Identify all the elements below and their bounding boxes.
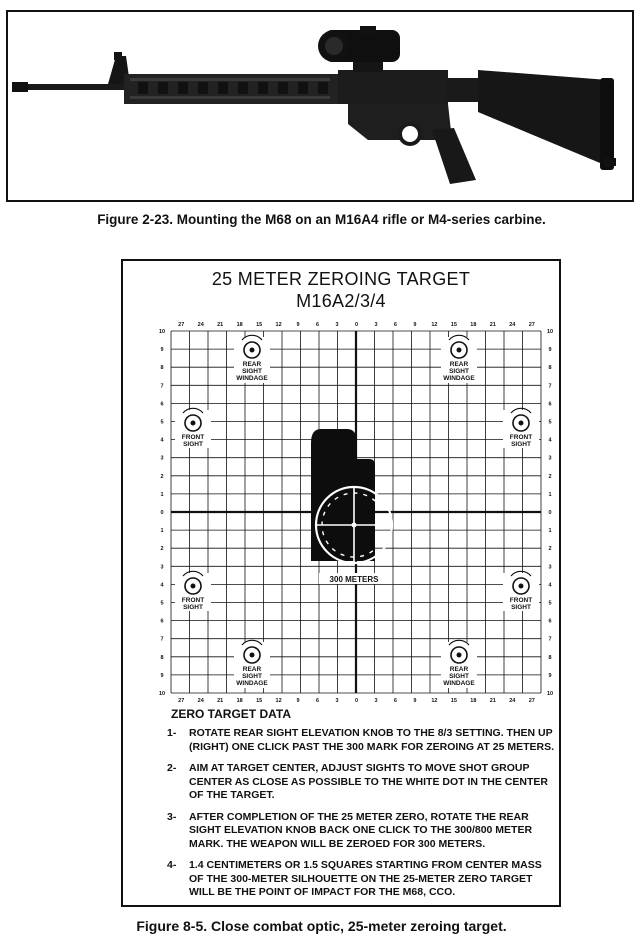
right-scale-label: 4: [548, 582, 552, 589]
right-scale-label: 3: [548, 564, 552, 571]
rear-sight-windage-label: SIGHT: [449, 673, 469, 680]
left-scale-label: 6: [160, 401, 164, 408]
bottom-scale-label: 27: [178, 698, 185, 704]
right-scale-label: 7: [548, 383, 552, 390]
bottom-scale-label: 15: [256, 698, 263, 704]
bottom-scale-label: 15: [450, 698, 457, 704]
front-sight-label: FRONT: [181, 434, 205, 441]
top-scale-label: 18: [236, 322, 243, 328]
left-scale-label: 9: [160, 347, 164, 354]
rear-sight-windage-label: REAR: [242, 361, 262, 368]
top-scale-label: 15: [256, 322, 263, 328]
top-scale-label: 27: [178, 322, 185, 328]
left-scale-label: 10: [158, 329, 166, 335]
left-scale-label: 3: [160, 455, 164, 462]
front-sight-label: FRONT: [181, 597, 205, 604]
bottom-scale-label: 21: [217, 698, 224, 704]
front-sight-label: FRONT: [509, 434, 533, 441]
right-scale-label: 2: [548, 546, 552, 553]
right-scale-label: 4: [548, 437, 552, 444]
top-scale-label: 12: [431, 322, 438, 328]
right-scale-label: 8: [548, 654, 552, 661]
left-scale-label: 2: [160, 546, 164, 553]
left-scale-label: 4: [160, 437, 164, 444]
right-scale-label: 8: [548, 365, 552, 372]
rear-sight-windage-label: WINDAGE: [443, 680, 475, 687]
bottom-scale-label: 18: [470, 698, 477, 704]
front-sight-label: SIGHT: [511, 441, 531, 448]
right-scale-label: 3: [548, 455, 552, 462]
rifle-illustration: [8, 12, 632, 200]
right-scale-label: 5: [548, 600, 552, 607]
right-scale-label: 5: [548, 419, 552, 426]
top-scale-label: 15: [450, 322, 457, 328]
bottom-scale-label: 9: [413, 698, 417, 704]
front-sight-label: SIGHT: [183, 441, 203, 448]
top-scale-label: 21: [217, 322, 224, 328]
left-scale-label: 8: [160, 654, 164, 661]
target-title: 25 METER ZEROING TARGET: [211, 269, 471, 289]
zero-step: 1- ROTATE REAR SIGHT ELEVATION KNOB TO THE 8/3 SETTING. THEN UP (RIGHT) ONE CLICK PAST THE 300 MARK FOR ZEROING AT 25 METERS.: [167, 727, 554, 753]
top-scale-label: 3: [335, 322, 339, 328]
rear-sight-windage-label: REAR: [242, 666, 262, 673]
left-scale-label: 1: [160, 491, 164, 498]
top-scale-label: 6: [316, 322, 320, 328]
silhouette-label: 300 METERS: [329, 575, 379, 584]
zero-step: 2- AIM AT TARGET CENTER, ADJUST SIGHTS TO MOVE SHOT GROUP CENTER AS CLOSE AS POSSIBLE TO THE WHITE DOT IN THE CENTER OF THE TARGET.: [167, 762, 548, 801]
right-scale-label: 10: [546, 691, 554, 697]
left-scale-label: 2: [160, 473, 164, 480]
bottom-scale-label: 3: [374, 698, 378, 704]
rear-sight-windage-label: WINDAGE: [443, 375, 475, 382]
rear-sight-windage-label: WINDAGE: [236, 680, 268, 687]
front-sight-label: SIGHT: [183, 604, 203, 611]
right-scale-label: 0: [548, 510, 552, 516]
right-scale-label: 6: [548, 618, 552, 625]
rear-sight-windage-label: REAR: [449, 666, 469, 673]
zero-step: 3- AFTER COMPLETION OF THE 25 METER ZERO, ROTATE THE REAR SIGHT ELEVATION KNOB BACK ONE CLICK TO THE 300/800 METER MARK. THE WEAPON WILL BE ZEROED FOR 300 METERS.: [167, 810, 533, 850]
top-scale-label: 9: [413, 322, 417, 328]
zero-steps-list: [167, 727, 557, 908]
right-scale-label: 1: [548, 491, 552, 498]
left-scale-label: 1: [160, 528, 164, 535]
bottom-scale-label: 27: [528, 698, 535, 704]
bottom-scale-label: 6: [316, 698, 320, 704]
right-scale-label: 1: [548, 528, 552, 535]
rifle-photo: [6, 10, 634, 202]
right-scale-label: 9: [548, 347, 552, 354]
left-scale-label: 3: [160, 564, 164, 571]
right-scale-label: 9: [548, 672, 552, 679]
top-scale-label: 24: [197, 322, 204, 328]
left-scale-label: 7: [160, 636, 164, 643]
left-scale-label: 5: [160, 600, 164, 607]
bottom-scale-label: 0: [354, 698, 359, 704]
right-scale-label: 6: [548, 401, 552, 408]
bottom-scale-label: 24: [509, 698, 516, 704]
top-scale-label: 12: [275, 322, 282, 328]
bottom-figure-caption: Figure 8-5. Close combat optic, 25-meter zeroing target.: [136, 918, 507, 934]
top-scale-label: 27: [528, 322, 535, 328]
left-scale-label: 10: [158, 691, 166, 697]
top-figure-caption: Figure 2-23. Mounting the M68 on an M16A4 rifle or M4-series carbine.: [97, 212, 546, 227]
bottom-scale-label: 9: [296, 698, 300, 704]
zeroing-target-panel: [121, 259, 561, 907]
zero-step: 4- 1.4 CENTIMETERS OR 1.5 SQUARES STARTING FROM CENTER MASS OF THE 300-METER SILHOUETTE ON THE 25-METER ZERO TARGET WILL BE THE POINT OF IMPACT FOR THE M68, CCO.: [167, 859, 542, 898]
left-scale-label: 4: [160, 582, 164, 589]
top-scale-label: 9: [296, 322, 300, 328]
left-scale-label: 5: [160, 419, 164, 426]
front-sight-label: SIGHT: [511, 604, 531, 611]
top-scale-label: 18: [470, 322, 477, 328]
rear-sight-windage-label: SIGHT: [242, 368, 262, 375]
right-scale-label: 2: [548, 473, 552, 480]
top-scale-label: 0: [354, 322, 359, 328]
rear-sight-windage-label: REAR: [449, 361, 469, 368]
left-scale-label: 9: [160, 672, 164, 679]
bottom-scale-label: 24: [197, 698, 204, 704]
zero-target-data-heading: ZERO TARGET DATA: [171, 707, 291, 721]
left-scale-label: 7: [160, 383, 164, 390]
rear-sight-windage-label: SIGHT: [242, 673, 262, 680]
right-scale-label: 7: [548, 636, 552, 643]
left-scale-label: 0: [160, 510, 164, 516]
bottom-scale-label: 6: [393, 698, 397, 704]
left-scale-label: 8: [160, 365, 164, 372]
right-scale-label: 10: [546, 329, 554, 335]
bottom-scale-label: 18: [236, 698, 243, 704]
top-scale-label: 3: [374, 322, 378, 328]
top-scale-label: 24: [509, 322, 516, 328]
rear-sight-windage-label: SIGHT: [449, 368, 469, 375]
left-scale-label: 6: [160, 618, 164, 625]
front-sight-label: FRONT: [509, 597, 533, 604]
top-scale-label: 21: [489, 322, 496, 328]
rear-sight-windage-label: WINDAGE: [236, 375, 268, 382]
top-scale-label: 6: [393, 322, 397, 328]
bottom-scale-label: 3: [335, 698, 339, 704]
bottom-scale-label: 12: [431, 698, 438, 704]
bottom-scale-label: 21: [489, 698, 496, 704]
target-subtitle: M16A2/3/4: [296, 291, 386, 311]
bottom-scale-label: 12: [275, 698, 282, 704]
